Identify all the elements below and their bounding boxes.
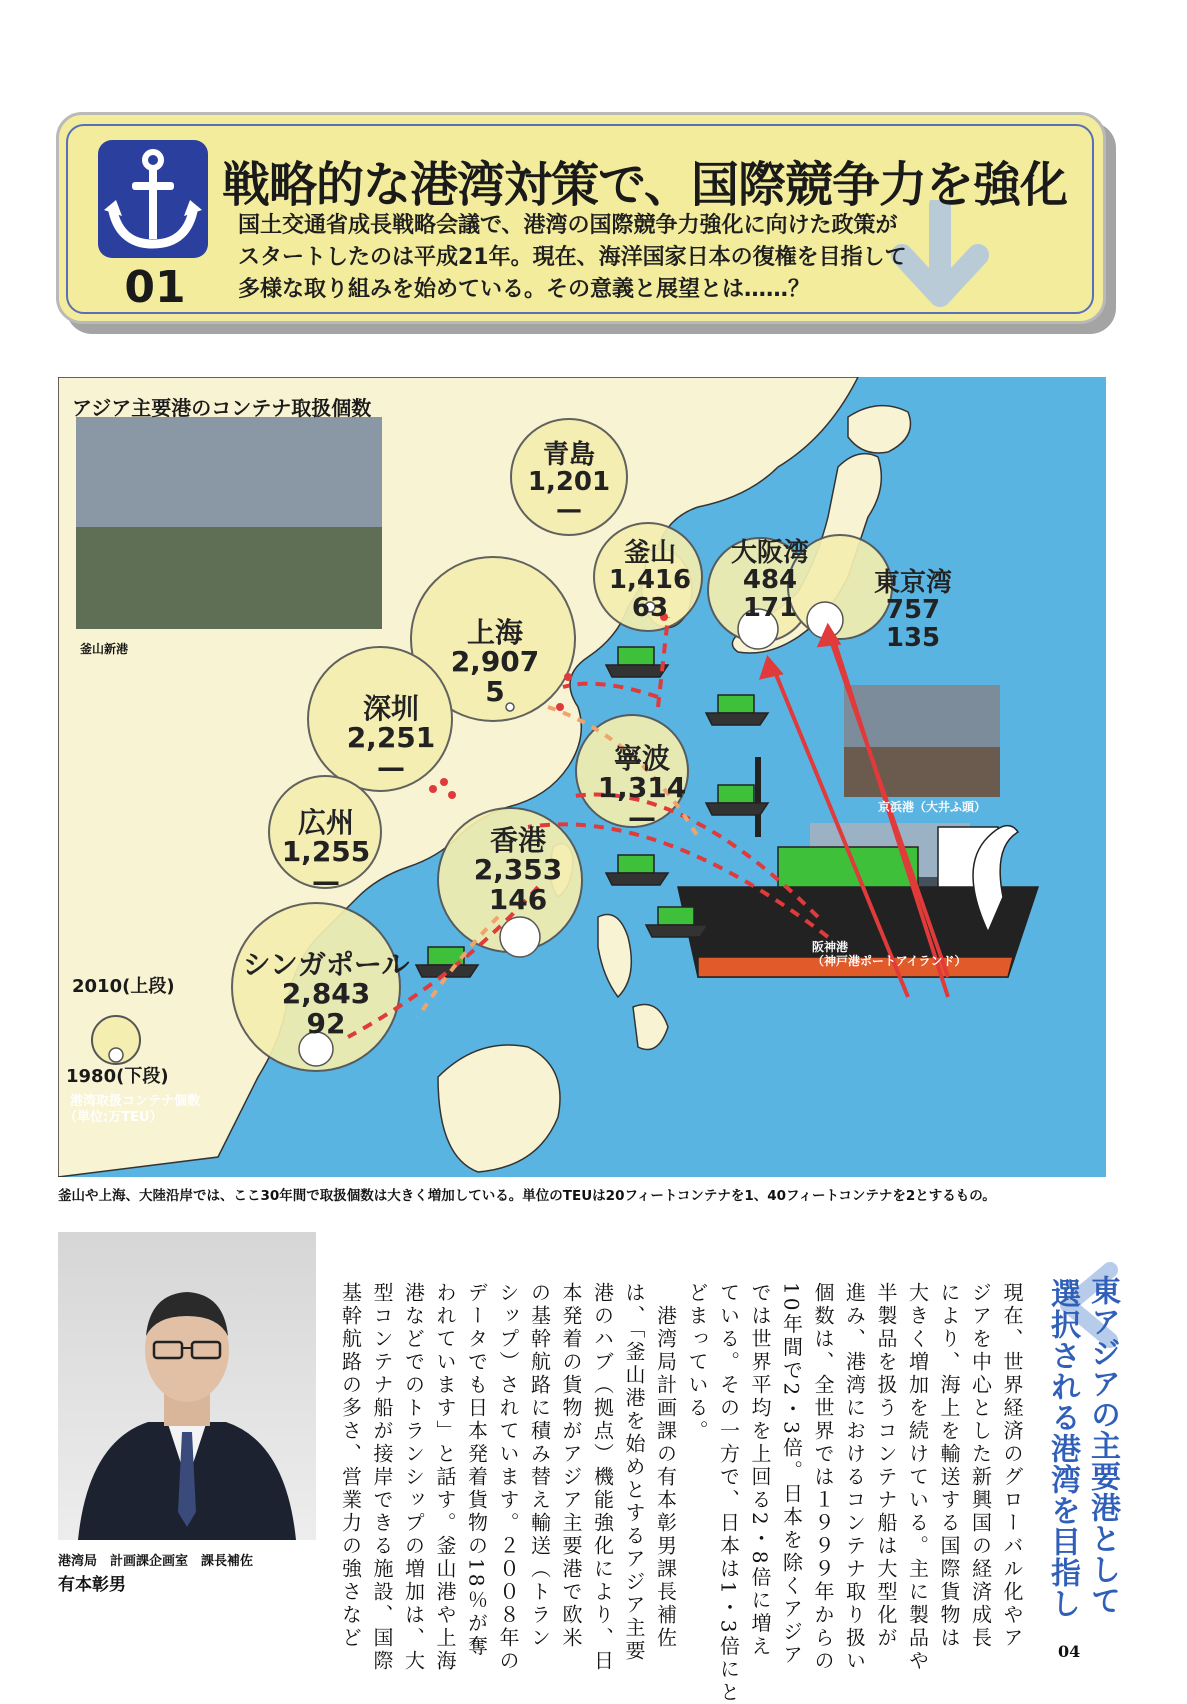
article-column: により、海上を輸送する国際貨物は xyxy=(937,1282,961,1650)
map-title: アジア主要港のコンテナ取扱個数 xyxy=(72,396,372,420)
intro-line-1: 国土交通省成長戦略会議で、港湾の国際競争力強化に向けた政策が xyxy=(238,213,898,238)
article-column: シップ）されています。２００８年の xyxy=(496,1282,520,1673)
portrait-name: 有本彰男 xyxy=(58,1575,126,1595)
intro-line-2: スタートしたのは平成21年。現在、海洋国家日本の復権を目指して xyxy=(238,245,907,270)
port-label-guangzhou: 広州 1,255 — xyxy=(281,806,371,898)
article-column: 個数は、全世界では１９９９年からの xyxy=(811,1282,835,1673)
legend-lower: 1980(下段) xyxy=(66,1066,169,1087)
article-column: 型コンテナ船が接岸できる施設、国際 xyxy=(370,1282,394,1673)
port-label-busan: 釜山 1,416 63 xyxy=(608,538,692,623)
port-label-osaka-bay: 大阪湾 484 171 xyxy=(730,538,809,623)
article-headline-2: 選択される港湾を目指し xyxy=(1045,1278,1080,1619)
legend-upper: 2010(上段) xyxy=(72,976,175,997)
photo-caption-keihin: 京浜港（大井ふ頭） xyxy=(878,800,987,814)
article-column: 現在、世界経済のグローバル化やア xyxy=(1000,1282,1024,1650)
article-column: 基幹航路の多さ、営業力の強さなど xyxy=(338,1282,363,1650)
article-column: 進み、港湾におけるコンテナ取り扱い xyxy=(842,1282,867,1673)
article-column: われています」と話す。釜山港や上海 xyxy=(433,1282,457,1673)
article-column: 本発着の貨物がアジア主要港で欧米 xyxy=(559,1282,583,1650)
article-column: では世界平均を上回る2・8倍に増え xyxy=(748,1282,772,1659)
port-label-singapore: シンガポール 2,843 92 xyxy=(242,948,410,1040)
article-column: 半製品を扱うコンテナ船は大型化が xyxy=(874,1282,898,1650)
page-title: 戦略的な港湾対策で、国際競争力を強化 xyxy=(222,157,1068,213)
photo-caption-hanshin: 阪神港 xyxy=(812,940,849,954)
article-column: 10年間で2・3倍。日本を除くアジア xyxy=(779,1282,804,1667)
page-number: 04 xyxy=(1058,1642,1081,1661)
port-label-qingdao: 青島 1,201 — xyxy=(527,440,611,525)
photo-caption-busan: 釜山新港 xyxy=(80,642,129,656)
legend-unit: 港湾取扱コンテナ個数 xyxy=(70,1094,201,1109)
article-headline-1: 東アジアの主要港として xyxy=(1085,1275,1120,1616)
section-number: 01 xyxy=(124,262,186,313)
port-label-ningbo: 寧波 1,314 — xyxy=(597,742,687,834)
article-column: ジアを中心とした新興国の経済成長 xyxy=(968,1282,993,1650)
article-column: は、「釜山港を始めとするアジア主要 xyxy=(622,1282,646,1663)
photo-caption-hanshin-sub: （神戸港ポートアイランド） xyxy=(812,954,967,968)
portrait-photo xyxy=(58,1232,316,1540)
map-caption: 釜山や上海、大陸沿岸では、ここ30年間で取扱個数は大きく増加している。単位のTEUは20フィートコンテナを1、40フィートコンテナを2とするもの。 xyxy=(58,1188,996,1204)
port-label-hong-kong: 香港 2,353 146 xyxy=(473,824,563,916)
article-column: どまっている。 xyxy=(685,1282,709,1443)
portrait-org: 港湾局 計画課企画室 課長補佐 xyxy=(58,1554,254,1569)
article-column: 大きく増加を続けている。主に製品や xyxy=(905,1282,930,1673)
article-column: ている。その一方で、日本は1・3倍にと xyxy=(716,1282,741,1704)
article-column: 港などでのトランシップの増加は、大 xyxy=(401,1282,426,1673)
anchor-icon xyxy=(98,140,208,258)
port-label-shanghai: 上海 2,907 5 xyxy=(450,616,540,708)
article-column: データでも日本発着貨物の18％が奪 xyxy=(464,1282,489,1659)
article-column: の基幹航路に積み替え輸送（トラン xyxy=(527,1282,552,1650)
intro-line-3: 多様な取り組みを始めている。その意義と展望とは……？ xyxy=(238,277,811,302)
port-label-tokyo-bay: 東京湾 757 135 xyxy=(873,568,952,653)
article-column: 港のハブ（拠点）機能強化により、日 xyxy=(590,1282,615,1673)
port-label-shenzhen: 深圳 2,251 — xyxy=(346,692,436,784)
article-column: 港湾局計画課の有本彰男課長補佐 xyxy=(653,1282,678,1650)
legend-unit-sub: （単位:万TEU） xyxy=(64,1110,163,1125)
